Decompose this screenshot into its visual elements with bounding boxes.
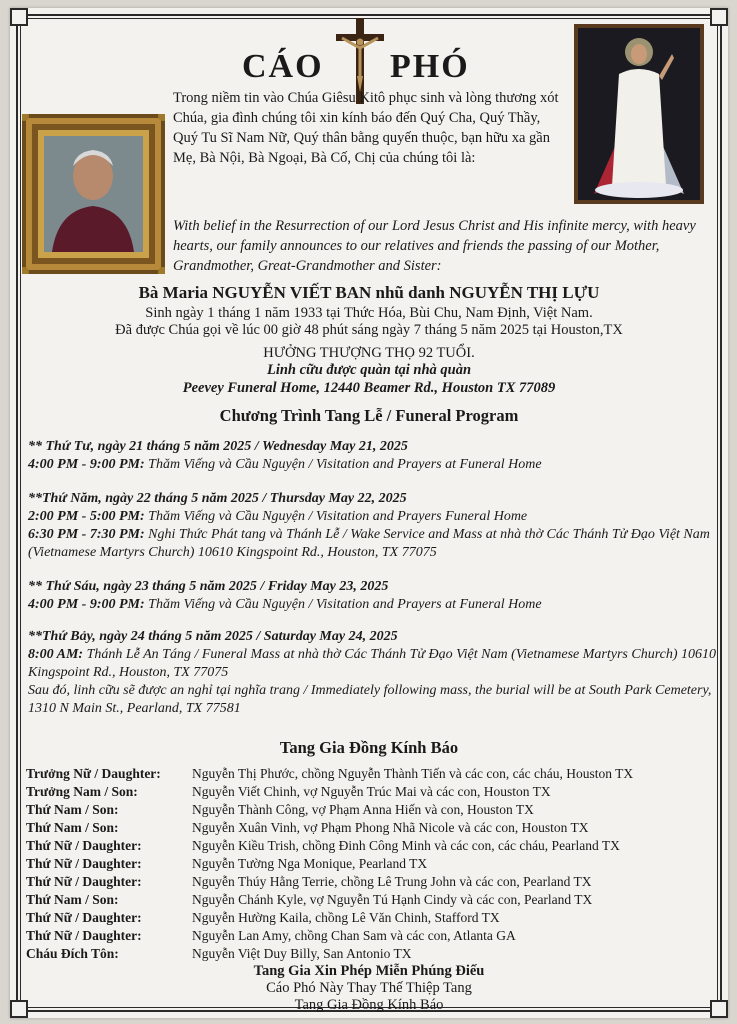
family-names: Nguyễn Xuân Vinh, vợ Phạm Phong Nhã Nicole và các con, Houston TX (192, 820, 589, 835)
program-event (28, 682, 718, 718)
family-names: Nguyễn Thúy Hằng Terrie, chồng Lê Trung John và các con, Pearland TX (192, 874, 592, 889)
closing-line-2: Cáo Phó Này Thay Thế Thiệp Tang (266, 980, 472, 996)
family-role: Thứ Nữ / Daughter: (26, 874, 142, 889)
family-title: Tang Gia Đồng Kính Báo (279, 738, 459, 757)
event-time: 2:00 PM - 5:00 PM: (28, 509, 145, 524)
closing-line-3: Tang Gia Đồng Kính Báo (294, 997, 444, 1013)
family-row (26, 801, 716, 819)
title-word-pho: PHÓ (390, 48, 470, 85)
program-day-date: ** Thứ Tư, ngày 21 tháng 5 năm 2025 / Wednesday May 21, 2025 (28, 439, 408, 454)
deceased-name: Bà Maria NGUYỄN VIẾT BAN nhũ danh NGUYỄN THỊ LỰU (138, 283, 600, 302)
event-text: Sau đó, linh cữu sẽ được an nghỉ tại nghĩa trang / Immediately following mass, the burial will be at South Park Cemetery, 1310 N Main St., Pearland, TX 77581 (28, 683, 712, 716)
event-time: 4:00 PM - 9:00 PM: (28, 457, 145, 472)
program-day-date: ** Thứ Sáu, ngày 23 tháng 5 năm 2025 / Friday May 23, 2025 (28, 579, 389, 594)
family-row (26, 927, 716, 945)
event-text: Nghi Thức Phát tang và Thánh Lễ / Wake Service and Mass at nhà thờ Các Thánh Tử Đạo Việt Nam (Vietnamese Martyrs Church) 10610 Kingspoint Rd., Houston, TX 77075 (28, 527, 710, 560)
program-event (28, 508, 718, 526)
family-list (26, 765, 716, 963)
family-role: Trưởng Nam / Son: (26, 784, 138, 799)
family-role: Thứ Nữ / Daughter: (26, 928, 142, 943)
event-text: Thánh Lễ An Táng / Funeral Mass at nhà thờ Các Thánh Tử Đạo Việt Nam (Vietnamese Martyrs Church) 10610 Kingspoint Rd., Houston, TX 77075 (28, 647, 716, 680)
program-day (28, 438, 718, 474)
program-event (28, 596, 718, 614)
family-names: Nguyễn Thành Công, vợ Phạm Anna Hiến và con, Houston TX (192, 802, 534, 817)
family-names: Nguyễn Việt Duy Billy, San Antonio TX (192, 946, 412, 961)
family-names: Nguyễn Chánh Kyle, vợ Nguyễn Tú Hạnh Cindy và các con, Pearland TX (192, 892, 593, 907)
family-row (26, 837, 716, 855)
family-row (26, 783, 716, 801)
corner-ornament (710, 8, 728, 26)
program-day-date: **Thứ Bảy, ngày 24 tháng 5 năm 2025 / Saturday May 24, 2025 (28, 629, 398, 644)
family-row (26, 909, 716, 927)
intro-vietnamese: Trong niềm tin vào Chúa Giêsu Kitô phục sinh và lòng thương xót Chúa, gia đình chúng tôi xin kính báo đến Quý Cha, Quý Thầy, Quý Tu Sĩ Nam Nữ, Quý thân bằng quyến thuộc, bạn hữu xa gần Mẹ, Bà Nội, Bà Ngoại, Bà Cố, Chị của chúng tôi là: (173, 90, 559, 166)
family-role: Thứ Nam / Son: (26, 820, 119, 835)
family-names: Nguyễn Tường Nga Monique, Pearland TX (192, 856, 428, 871)
family-role: Thứ Nam / Son: (26, 802, 119, 817)
program-day (28, 578, 718, 614)
family-names: Nguyễn Thị Phước, chồng Nguyễn Thành Tiến và các con, các cháu, Houston TX (192, 766, 634, 781)
age-info: HƯỞNG THƯỢNG THỌ 92 TUỔI. (263, 345, 475, 361)
family-names: Nguyễn Kiều Trish, chồng Đinh Công Minh và các con, các cháu, Pearland TX (192, 838, 620, 853)
program-day (28, 490, 718, 562)
event-time: 4:00 PM - 9:00 PM: (28, 597, 145, 612)
family-row (26, 855, 716, 873)
corner-ornament (10, 8, 28, 26)
family-row (26, 891, 716, 909)
event-text: Thăm Viếng và Cầu Nguyện / Visitation and Prayers at Funeral Home (144, 457, 542, 472)
family-role: Trưởng Nữ / Daughter: (26, 766, 161, 781)
family-names: Nguyễn Hường Kaila, chồng Lê Văn Chinh, Stafford TX (192, 910, 500, 925)
family-role: Cháu Đích Tôn: (26, 946, 119, 961)
lying-in-state: Linh cữu được quàn tại nhà quàn (266, 362, 472, 378)
program-event (28, 456, 718, 474)
program-event (28, 526, 718, 562)
event-text: Thăm Viếng và Cầu Nguyện / Visitation and Prayers Funeral Home (144, 509, 528, 524)
family-row (26, 873, 716, 891)
death-info: Đã được Chúa gọi về lúc 00 giờ 48 phút sáng ngày 7 tháng 5 năm 2025 tại Houston,TX (115, 322, 623, 338)
birth-info: Sinh ngày 1 tháng 1 năm 1933 tại Thức Hóa, Bùi Chu, Nam Định, Việt Nam. (145, 305, 593, 321)
intro-english: With belief in the Resurrection of our Lord Jesus Christ and His infinite mercy, with heavy hearts, our family announces to our relatives and friends the passing of our Mother, Grandmother, Great-Grandmother and Sister: (173, 218, 696, 274)
event-time: 6:30 PM - 7:30 PM: (28, 527, 145, 542)
closing-line-1: Tang Gia Xin Phép Miễn Phúng Điếu (253, 963, 485, 979)
event-text: Thăm Viếng và Cầu Nguyện / Visitation and Prayers at Funeral Home (144, 597, 542, 612)
portrait-photo (22, 114, 165, 274)
family-role: Thứ Nữ / Daughter: (26, 856, 142, 871)
family-role: Thứ Nữ / Daughter: (26, 910, 142, 925)
family-row (26, 945, 716, 963)
program-event (28, 646, 718, 682)
program-day-date: **Thứ Năm, ngày 22 tháng 5 năm 2025 / Thursday May 22, 2025 (28, 491, 407, 506)
divine-mercy-image (574, 24, 704, 204)
family-names: Nguyễn Viết Chinh, vợ Nguyễn Trúc Mai và các con, Houston TX (192, 784, 551, 799)
family-role: Thứ Nam / Son: (26, 892, 119, 907)
program-title: Chương Trình Tang Lễ / Funeral Program (219, 406, 519, 425)
family-row (26, 765, 716, 783)
family-row (26, 819, 716, 837)
family-names: Nguyễn Lan Amy, chồng Chan Sam và các con, Atlanta GA (192, 928, 516, 943)
event-time: 8:00 AM: (28, 647, 84, 662)
program-day (28, 628, 718, 718)
obituary-page (10, 8, 728, 1018)
funeral-home-address: Peevey Funeral Home, 12440 Beamer Rd., Houston TX 77089 (182, 380, 556, 396)
family-role: Thứ Nữ / Daughter: (26, 838, 142, 853)
title-word-cao: CÁO (242, 48, 324, 85)
